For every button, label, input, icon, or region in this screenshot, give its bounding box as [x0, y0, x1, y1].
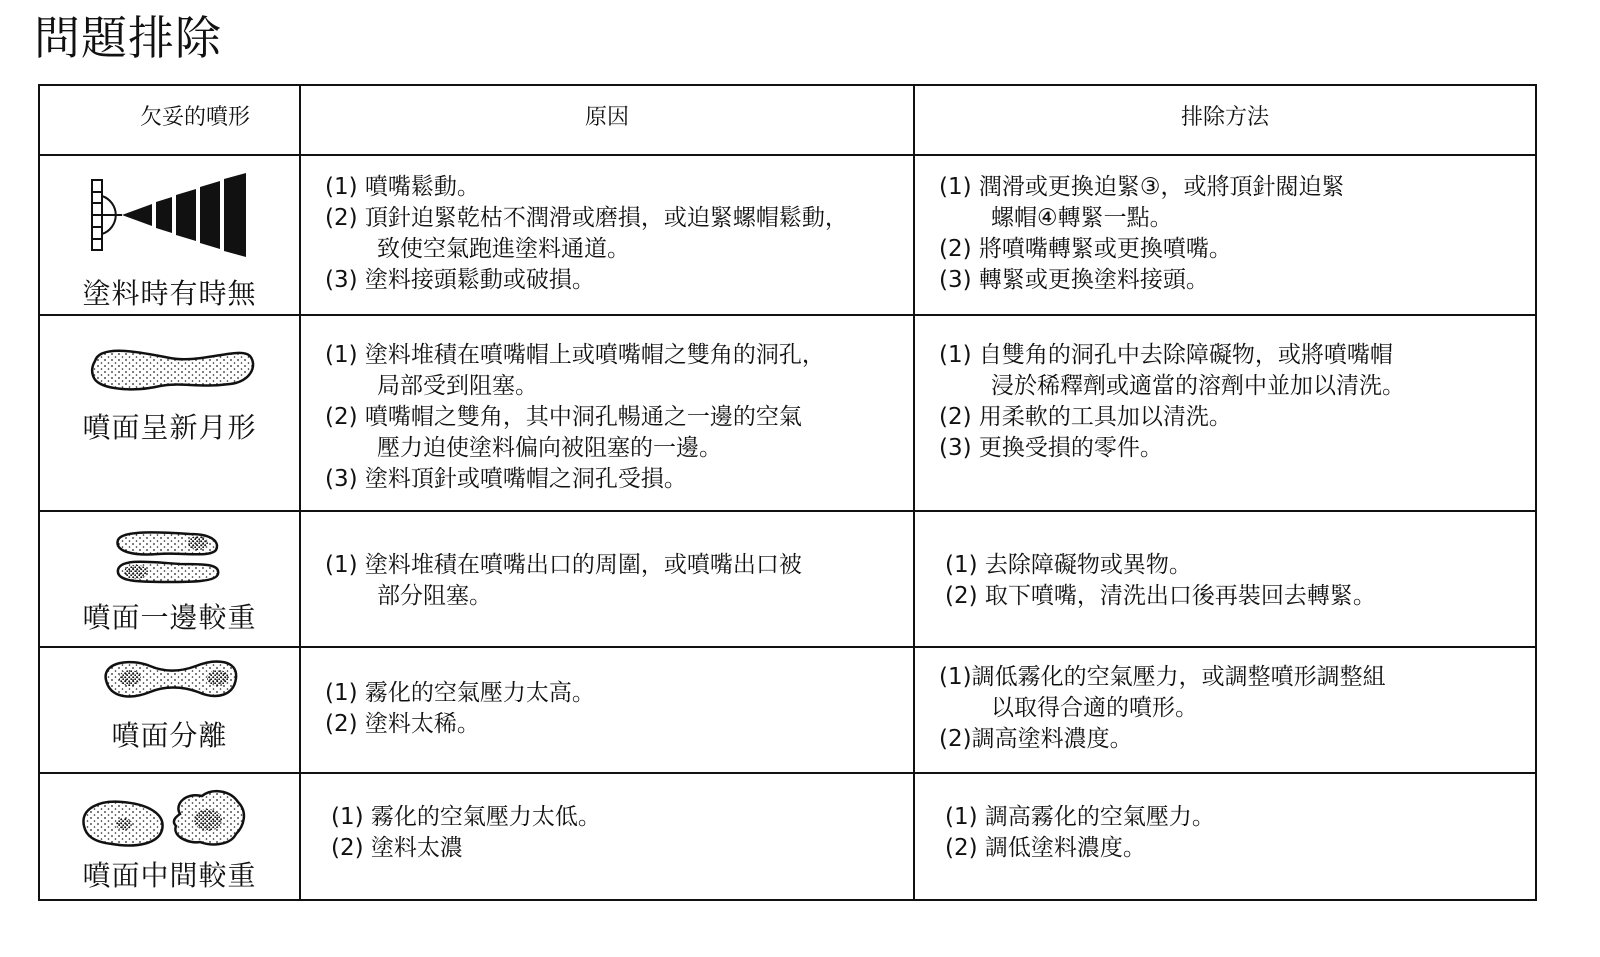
cause-cell: [300, 315, 914, 511]
troubleshooting-table: [38, 84, 1537, 901]
cause-item: (1) 霧化的空氣壓力太低。: [331, 804, 601, 830]
table-header-row: [39, 85, 1536, 155]
pattern-cell: [39, 773, 300, 900]
remedy-item: (3) 轉緊或更換塗料接頭。: [939, 267, 1209, 293]
remedy-item: (1) 潤滑或更換迫緊③，或將頂針閥迫緊 螺帽④轉緊一點。: [939, 174, 1345, 231]
cause-item: (2) 塗料太稀。: [325, 711, 480, 737]
cause-cell: [300, 155, 914, 315]
table-row: [39, 511, 1536, 647]
cause-item: (1) 塗料堆積在噴嘴帽上或噴嘴帽之雙角的洞孔， 局部受到阻塞。: [325, 342, 825, 399]
remedy-item: (2) 將噴嘴轉緊或更換噴嘴。: [939, 236, 1232, 262]
pattern-name: 噴面中間較重: [82, 859, 257, 892]
remedy-cell: [914, 647, 1536, 773]
table-row: [39, 155, 1536, 315]
header-remedy: 排除方法: [914, 85, 1536, 155]
table-row: [39, 647, 1536, 773]
remedy-item: (1) 去除障礙物或異物。: [945, 552, 1192, 578]
remedy-item: (2) 取下噴嘴，清洗出口後再裝回去轉緊。: [945, 583, 1376, 609]
remedy-item: (2) 用柔軟的工具加以清洗。: [939, 404, 1232, 430]
page-title: 問題排除: [34, 11, 222, 65]
pattern-cell: [39, 647, 300, 773]
remedy-cell: [914, 773, 1536, 900]
cause-item: (2) 頂針迫緊乾枯不潤滑或磨損，或迫緊螺帽鬆動， 致使空氣跑進塗料通道。: [325, 205, 848, 262]
remedy-item: (2) 調低塗料濃度。: [945, 835, 1146, 861]
remedy-cell: [914, 155, 1536, 315]
cause-item: (2) 塗料太濃: [331, 835, 463, 861]
remedy-item: (1) 調高霧化的空氣壓力。: [945, 804, 1215, 830]
pattern-name: 塗料時有時無: [82, 277, 257, 310]
remedy-cell: [914, 511, 1536, 647]
header-pattern: 欠妥的噴形: [39, 85, 300, 155]
pattern-name: 噴面一邊較重: [82, 601, 257, 634]
remedy-item: (3) 更換受損的零件。: [939, 435, 1163, 461]
header-cause: 原因: [300, 85, 914, 155]
pattern-cell: [39, 315, 300, 511]
table-row: [39, 773, 1536, 900]
pattern-name: 噴面分離: [111, 719, 228, 752]
cause-item: (1) 霧化的空氣壓力太高。: [325, 680, 595, 706]
remedy-item: (1) 自雙角的洞孔中去除障礙物，或將噴嘴帽 浸於稀釋劑或適當的溶劑中並加以清洗。: [939, 342, 1405, 399]
remedy-item: (2)調高塗料濃度。: [939, 726, 1133, 752]
remedy-item: (1)調低霧化的空氣壓力，或調整噴形調整組 以取得合適的噴形。: [939, 664, 1386, 721]
cause-item: (1) 噴嘴鬆動。: [325, 174, 480, 200]
table-row: [39, 315, 1536, 511]
cause-cell: [300, 511, 914, 647]
cause-item: (2) 噴嘴帽之雙角，其中洞孔暢通之一邊的空氣 壓力迫使塗料偏向被阻塞的一邊。: [325, 404, 802, 461]
cause-cell: [300, 773, 914, 900]
remedy-cell: [914, 315, 1536, 511]
pattern-name: 噴面呈新月形: [82, 411, 257, 444]
pattern-cell: [39, 511, 300, 647]
cause-item: (3) 塗料頂針或噴嘴帽之洞孔受損。: [325, 466, 687, 492]
pattern-cell: [39, 155, 300, 315]
cause-item: (1) 塗料堆積在噴嘴出口的周圍，或噴嘴出口被 部分阻塞。: [325, 552, 802, 609]
cause-item: (3) 塗料接頭鬆動或破損。: [325, 267, 595, 293]
cause-cell: [300, 647, 914, 773]
